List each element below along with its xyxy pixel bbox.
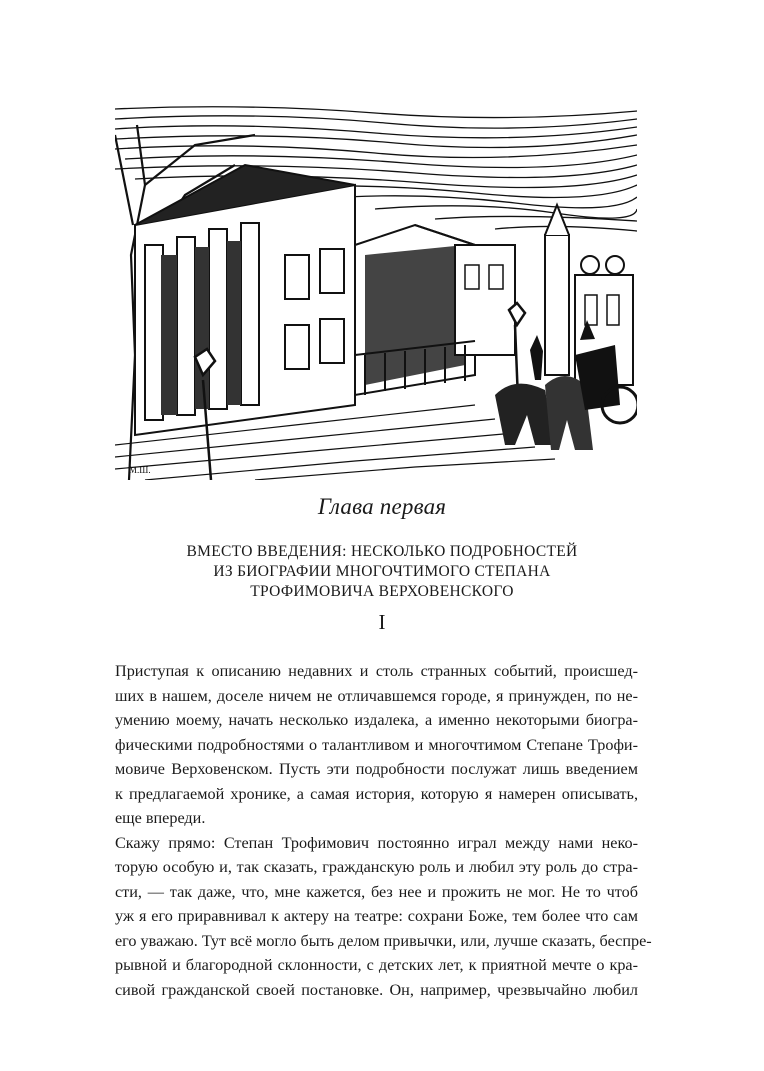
text-line: еще впереди. (115, 809, 206, 827)
text-line: фическими подробностями о талантливом и многочтимом Степане Трофи- (115, 735, 638, 754)
paragraph (115, 831, 652, 1003)
subtitle-line: ВМЕСТО ВВЕДЕНИЯ: НЕСКОЛЬКО ПОДРОБНОСТЕЙ (186, 543, 578, 560)
text-line: Скажу прямо: Степан Трофимович постоянно играл между нами неко- (115, 833, 638, 852)
subtitle-line: ТРОФИМОВИЧА ВЕРХОВЕНСКОГО (250, 583, 514, 600)
text-line: сивой гражданской своей постановке. Он, например, чрезвычайно любил (115, 980, 638, 999)
text-line: умению моему, начать несколько издалека, а именно некоторыми биогра- (115, 711, 638, 729)
text-line: торую особую и, так сказать, гражданскую роль и любил эту роль до стра- (115, 858, 638, 876)
chapter-subtitle (130, 542, 634, 602)
subtitle-line: ИЗ БИОГРАФИИ МНОГОЧТИМОГО СТЕПАНА (213, 563, 551, 580)
artist-signature: М.Ш. (129, 465, 151, 475)
text-line: мовиче Верховенском. Пусть эти подробности послужат лишь введением (115, 760, 638, 778)
text-line: к предлагаемой хронике, а самая история, которую я намерен описывать, (115, 784, 638, 803)
text-line: рывной и благородной склонности, с детских лет, к приятной мечте о кра- (115, 956, 638, 974)
text-line: сти, — так даже, что, мне кажется, без нее и прожить не мог. Не то чтоб (115, 882, 638, 901)
text-line: ших в нашем, доселе ничем не отличавшемся городе, я принужден, по не- (115, 686, 638, 705)
text-line: уж я его приравнивал к актеру на театре: сохрани Боже, тем более что сам (115, 907, 638, 925)
street-scene-illustration (115, 105, 637, 480)
walking-figure (530, 335, 543, 380)
body-text (115, 659, 652, 1002)
text-line: Приступая к описанию недавних и столь странных событий, происшед- (115, 662, 638, 680)
ink-drawing (115, 105, 637, 480)
chapter-title: Глава первая (317, 494, 447, 519)
text-line: его уважаю. Тут всё могло быть делом привычки, или, лучше сказать, беспре- (115, 931, 652, 950)
columned-building (135, 165, 355, 435)
section-number: I (378, 610, 386, 634)
paragraph (115, 659, 638, 831)
middle-buildings (355, 225, 515, 395)
